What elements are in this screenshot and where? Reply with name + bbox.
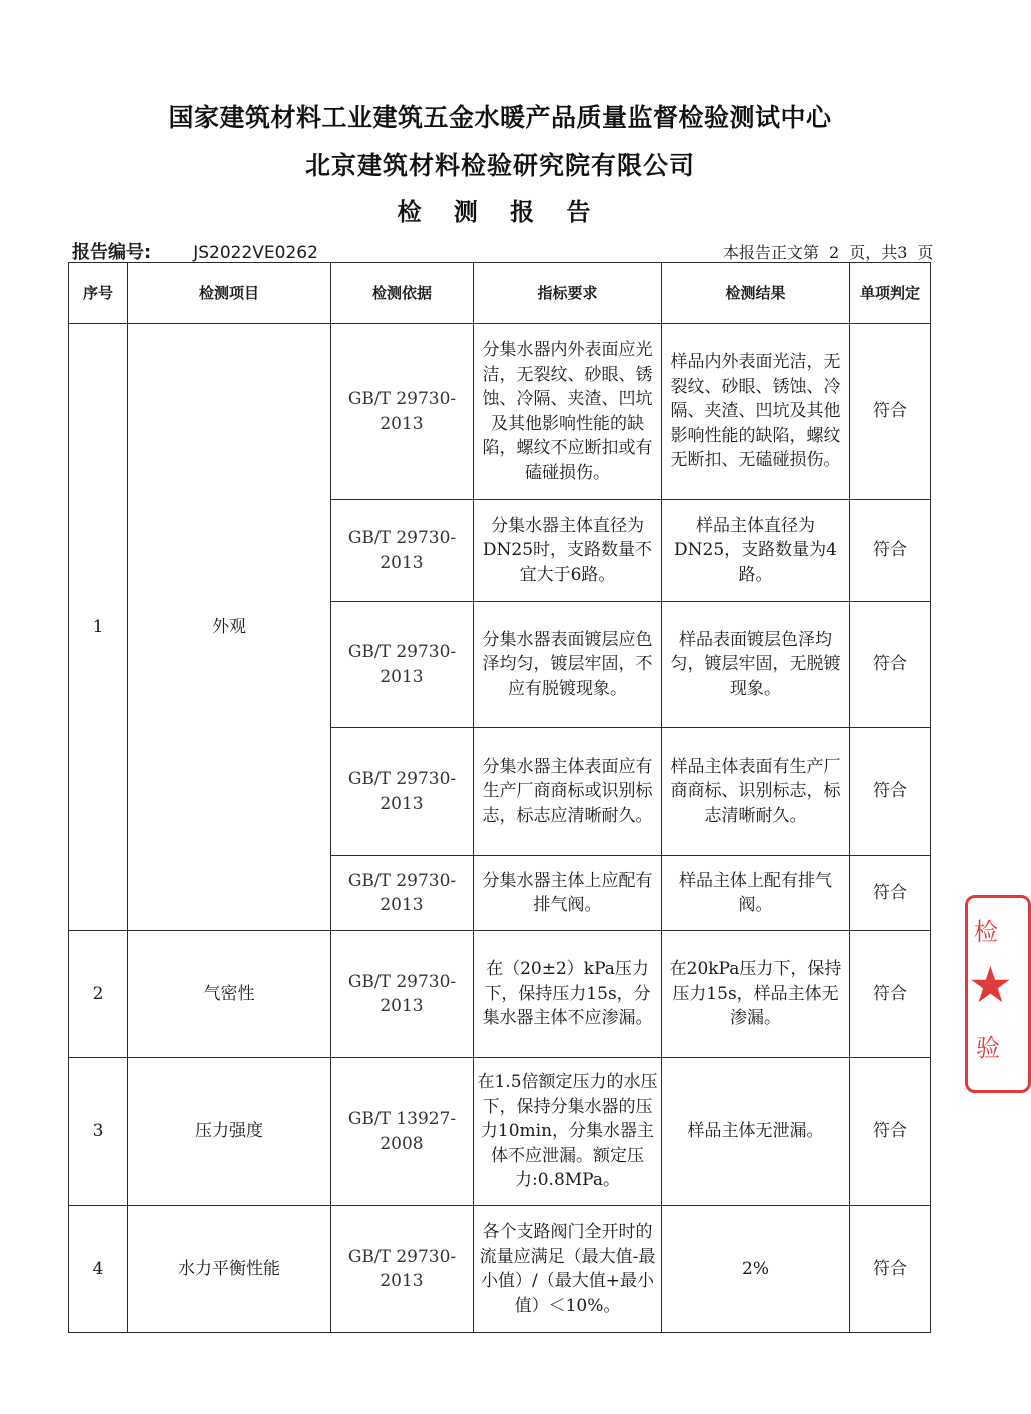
row-no: 3 <box>69 1058 128 1206</box>
row-result: 在20kPa压力下，保持压力15s，样品主体无渗漏。 <box>662 931 850 1058</box>
table-row <box>69 324 931 500</box>
row-result: 样品主体表面有生产厂商商标、识别标志，标志清晰耐久。 <box>662 728 850 856</box>
row-requirement: 在1.5倍额定压力的水压下，保持分集水器的压力10min，分集水器主体不应泄漏。额定压力:0.8MPa。 <box>474 1058 662 1206</box>
row-result: 样品内外表面光洁，无裂纹、砂眼、锈蚀、冷隔、夹渣、凹坑及其他影响性能的缺陷，螺纹无断扣、无磕碰损伤。 <box>662 324 850 500</box>
table-row <box>69 1206 931 1333</box>
header-verdict: 单项判定 <box>850 263 931 324</box>
company-title: 北京建筑材料检验研究院有限公司 <box>304 151 695 180</box>
row-basis: GB/T 29730-2013 <box>331 1206 474 1333</box>
row-result: 2% <box>662 1206 850 1333</box>
row-basis: GB/T 29730-2013 <box>331 324 474 500</box>
header-requirement: 指标要求 <box>474 263 662 324</box>
row-no: 4 <box>69 1206 128 1333</box>
test-results-table <box>68 262 931 1333</box>
report-number-value: JS2022VE0262 <box>193 243 318 263</box>
row-result: 样品主体上配有排气阀。 <box>662 856 850 931</box>
row-result: 样品主体无泄漏。 <box>662 1058 850 1206</box>
header-basis: 检测依据 <box>331 263 474 324</box>
row-requirement: 分集水器主体上应配有排气阀。 <box>474 856 662 931</box>
row-verdict: 符合 <box>850 324 931 500</box>
report-number-label: 报告编号: <box>72 242 152 263</box>
row-no: 2 <box>69 931 128 1058</box>
page-indicator <box>718 240 938 263</box>
red-seal-stamp <box>965 895 1031 1093</box>
row-basis: GB/T 29730-2013 <box>331 602 474 728</box>
row-basis: GB/T 29730-2013 <box>331 931 474 1058</box>
row-verdict: 符合 <box>850 728 931 856</box>
row-item: 水力平衡性能 <box>128 1206 331 1333</box>
header-no: 序号 <box>69 263 128 324</box>
row-verdict: 符合 <box>850 602 931 728</box>
row-requirement: 各个支路阀门全开时的流量应满足（最大值-最小值）/（最大值+最小值）＜10%。 <box>474 1206 662 1333</box>
row-no: 1 <box>69 324 128 931</box>
row-result: 样品主体直径为DN25，支路数量为4路。 <box>662 500 850 602</box>
row-basis: GB/T 29730-2013 <box>331 500 474 602</box>
row-basis: GB/T 29730-2013 <box>331 856 474 931</box>
row-result: 样品表面镀层色泽均匀，镀层牢固，无脱镀现象。 <box>662 602 850 728</box>
table-row <box>69 1058 931 1206</box>
row-requirement: 分集水器主体表面应有生产厂商商标或识别标志，标志应清晰耐久。 <box>474 728 662 856</box>
row-basis: GB/T 13927-2008 <box>331 1058 474 1206</box>
report-title: 检 测 报 告 <box>397 198 603 226</box>
row-verdict: 符合 <box>850 500 931 602</box>
institution-title: 国家建筑材料工业建筑五金水暖产品质量监督检验测试中心 <box>168 103 832 132</box>
row-requirement: 分集水器主体直径为DN25时，支路数量不宜大于6路。 <box>474 500 662 602</box>
header-item: 检测项目 <box>128 263 331 324</box>
seal-char-top: 检 <box>974 918 998 946</box>
page-current: 2 <box>829 243 840 262</box>
row-basis: GB/T 29730-2013 <box>331 728 474 856</box>
row-verdict: 符合 <box>850 1058 931 1206</box>
row-requirement: 分集水器内外表面应光洁，无裂纹、砂眼、锈蚀、冷隔、夹渣、凹坑及其他影响性能的缺陷，螺纹不应断扣或有磕碰损伤。 <box>474 324 662 500</box>
seal-star-icon: ★ <box>968 956 1013 1014</box>
row-requirement: 在（20±2）kPa压力下，保持压力15s，分集水器主体不应渗漏。 <box>474 931 662 1058</box>
row-verdict: 符合 <box>850 1206 931 1333</box>
table-header-row <box>69 263 931 324</box>
page-suffix: 页 <box>917 243 934 262</box>
row-item: 气密性 <box>128 931 331 1058</box>
seal-char-bottom: 验 <box>976 1034 1000 1062</box>
row-verdict: 符合 <box>850 856 931 931</box>
row-verdict: 符合 <box>850 931 931 1058</box>
row-item: 外观 <box>128 324 331 931</box>
header-result: 检测结果 <box>662 263 850 324</box>
page-prefix: 本报告正文第 <box>723 243 820 262</box>
table-row <box>69 931 931 1058</box>
row-requirement: 分集水器表面镀层应色泽均匀，镀层牢固，不应有脱镀现象。 <box>474 602 662 728</box>
report-number <box>72 238 318 264</box>
page-mid: 页，共3 <box>849 243 908 262</box>
row-item: 压力强度 <box>128 1058 331 1206</box>
